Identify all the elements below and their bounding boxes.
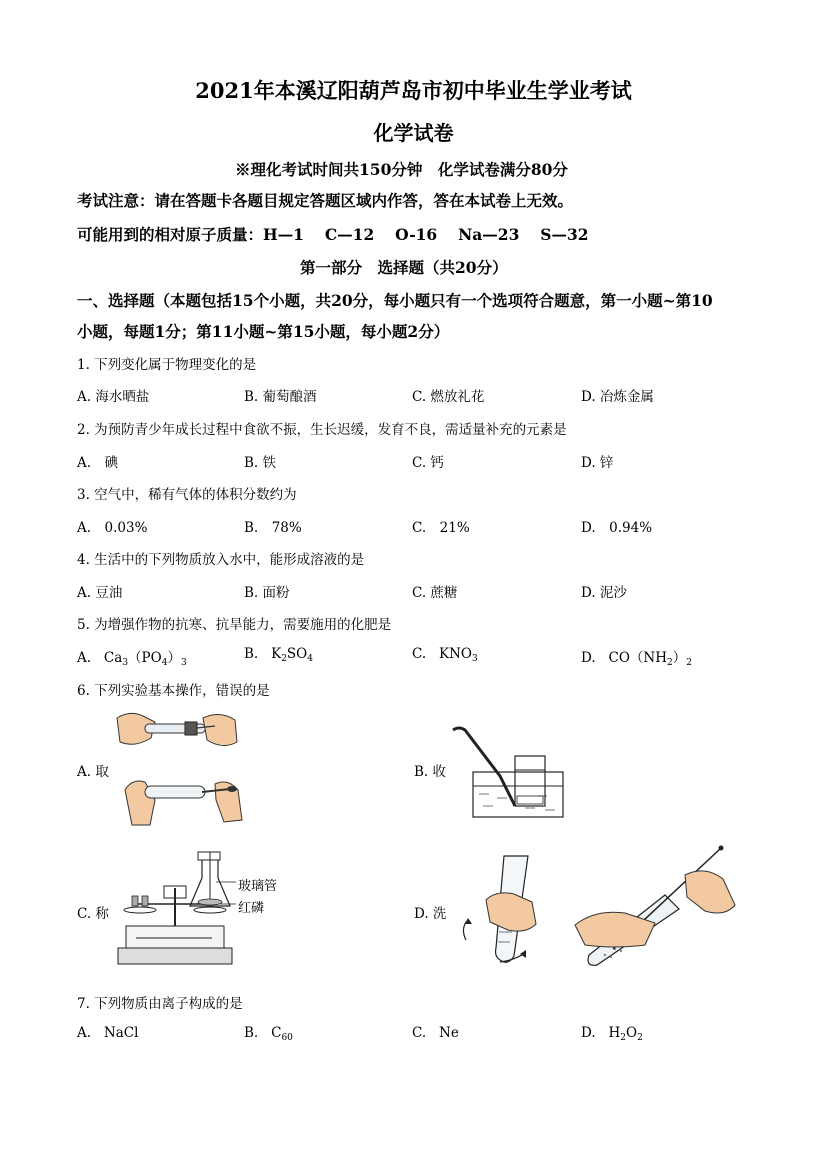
exam-title: 2021年本溪辽阳葫芦岛市初中毕业生学业考试 xyxy=(195,78,632,103)
q4-option-d: D. 泥沙 xyxy=(581,585,627,601)
q7-option-a: A. NaCl xyxy=(77,1025,139,1041)
q6-option-d: D. 洗 xyxy=(414,906,447,922)
q1-option-a: A. 海水晒盐 xyxy=(77,389,150,405)
exam-notice: 考试注意：请在答题卡各题目规定答题区域内作答，答在本试卷上无效。 xyxy=(77,191,574,210)
q5-option-b: B. $K_2SO_4$ xyxy=(244,646,313,664)
q5-option-a: A. $Ca_3(PO_4)_3$ xyxy=(77,650,187,668)
q1-option-b: B. 葡萄酿酒 xyxy=(244,389,317,405)
q2-option-a: A. 碘 xyxy=(77,455,119,471)
red-phosphorus-label: 红磷 xyxy=(238,901,265,916)
q4-option-a: A. 豆油 xyxy=(77,585,123,601)
section-instructions-line2: 小题，每题1分；第11小题~第15小题，每小题2分） xyxy=(77,322,450,341)
q6-figure-d-left xyxy=(456,852,546,970)
q4-option-c: C. 蔗糖 xyxy=(412,585,458,601)
q6-figure-b xyxy=(445,726,570,821)
atomic-mass-line: 可能用到的相对原子质量：H—1 C—12 O-16 Na—23 S—32 xyxy=(77,225,589,244)
q7-option-b: B. $C_{60}$ xyxy=(244,1025,293,1043)
q2-option-b: B. 铁 xyxy=(244,455,277,471)
question-4-stem: 4. 生活中的下列物质放入水中，能形成溶液的是 xyxy=(77,552,365,568)
q6-option-b: B. 收 xyxy=(414,764,447,780)
q2-option-d: D. 锌 xyxy=(581,455,614,471)
q7-option-d: D. $H_2O_2$ xyxy=(581,1025,643,1043)
question-3-stem: 3. 空气中，稀有气体的体积分数约为 xyxy=(77,487,297,503)
q7-option-c: C. Ne xyxy=(412,1025,459,1041)
q2-option-c: C. 钙 xyxy=(412,455,444,471)
q5-option-d: D. $CO(NH_2)_2$ xyxy=(581,650,692,668)
q6-option-a: A. 取 xyxy=(77,764,109,780)
q6-figure-c xyxy=(112,848,237,968)
q3-option-d: D. 0.94% xyxy=(581,520,653,536)
q4-option-b: B. 面粉 xyxy=(244,585,290,601)
question-1-stem: 1. 下列变化属于物理变化的是 xyxy=(77,357,257,373)
question-5-stem: 5. 为增强作物的抗寒、抗旱能力，需要施用的化肥是 xyxy=(77,617,392,633)
exam-subtitle: 化学试卷 xyxy=(373,121,454,145)
q6-figure-d-right xyxy=(575,845,740,970)
part1-heading: 第一部分 选择题（共20分） xyxy=(300,258,508,277)
q6-option-c: C. 称 xyxy=(77,906,109,922)
exam-note: ※理化考试时间共150分钟 化学试卷满分80分 xyxy=(235,160,568,179)
q5-option-c: C. $KNO_3$ xyxy=(412,646,478,664)
q3-option-a: A. 0.03% xyxy=(77,520,148,536)
q3-option-c: C. 21% xyxy=(412,520,470,536)
q1-option-c: C. 燃放礼花 xyxy=(412,389,485,405)
q6-figure-a-top xyxy=(115,708,240,753)
section-instructions-line1: 一、选择题（本题包括15个小题，共20分，每小题只有一个选项符合题意，第一小题~第10 xyxy=(77,291,713,310)
q6-figure-a-bottom xyxy=(120,770,245,830)
question-2-stem: 2. 为预防青少年成长过程中食欲不振，生长迟缓，发育不良，需适量补充的元素是 xyxy=(77,422,567,438)
q1-option-d: D. 冶炼金属 xyxy=(581,389,654,405)
glass-tube-label: 玻璃管 xyxy=(238,879,278,894)
question-6-stem: 6. 下列实验基本操作，错误的是 xyxy=(77,683,270,699)
question-7-stem: 7. 下列物质由离子构成的是 xyxy=(77,996,243,1012)
q3-option-b: B. 78% xyxy=(244,520,302,536)
